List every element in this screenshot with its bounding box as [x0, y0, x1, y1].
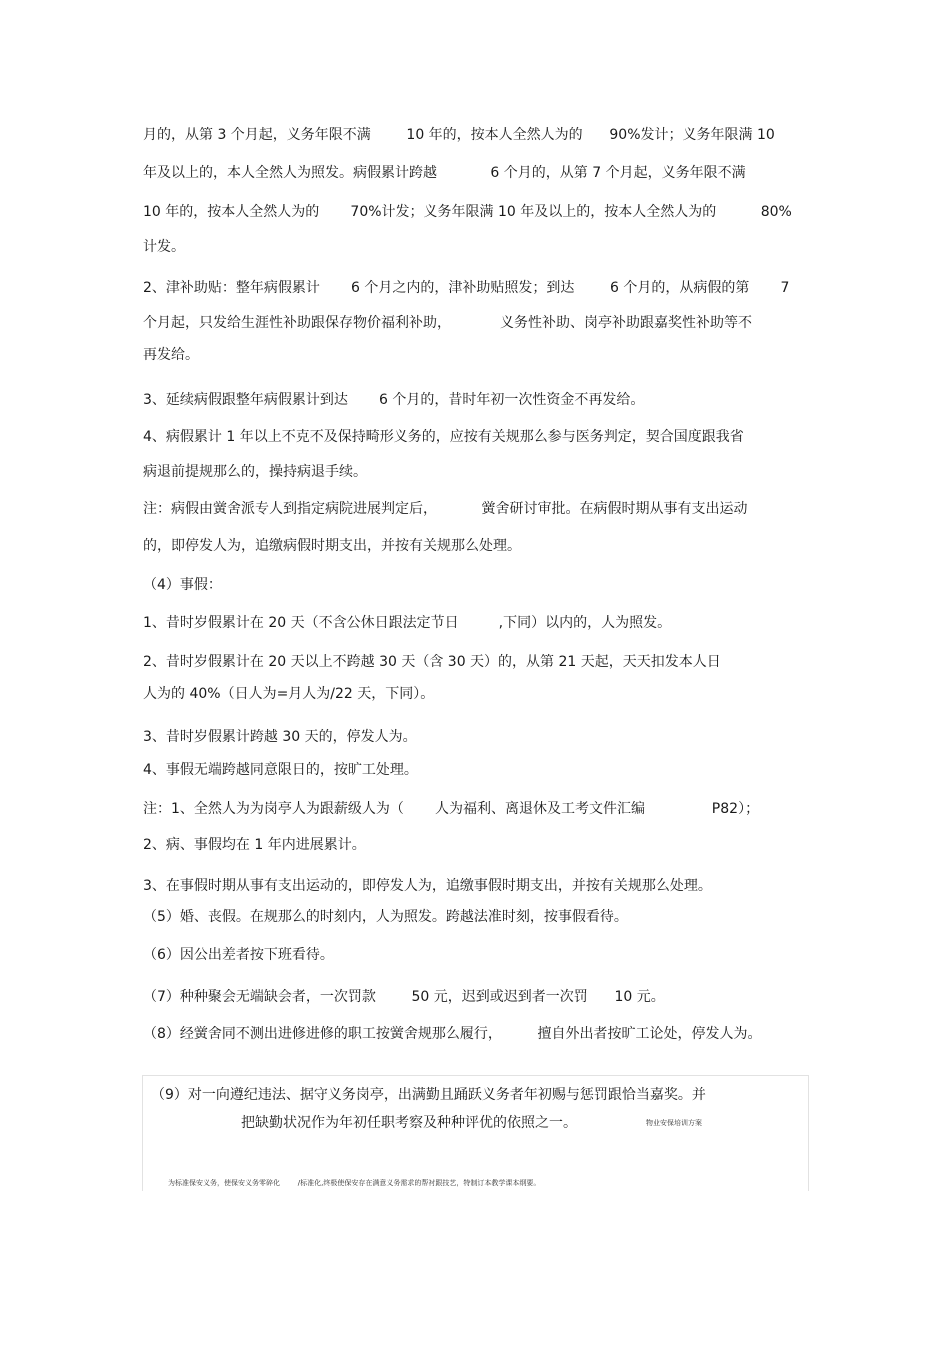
box-line-1: （9）对一向遵纪违法、据守义务岗亭，出满勤且踊跃义务者年初赐与惩罚跟恰当嘉奖。并 [151, 1087, 706, 1103]
text-line: 3、在事假时期从事有支出运动的，即停发人为，追缴事假时期支出，并按有关规那么处理。 [143, 878, 712, 894]
text-line: 再发给。 [143, 347, 199, 363]
text-line: 注：病假由黉舍派专人到指定病院进展判定后， 黉舍研讨审批。在病假时期从事有支出运动 [143, 501, 748, 517]
text-line: 月的，从第 3 个月起，义务年限不满 10 年的，按本人全然人为的 90%发计；义务年限满 10 [143, 127, 775, 143]
text-line: 2、昔时岁假累计在 20 天以上不跨越 30 天（含 30 天）的，从第 21 天起，天天扣发本人日 [143, 654, 721, 670]
text-line: 年及以上的，本人全然人为照发。病假累计跨越 6 个月的，从第 7 个月起，义务年限不满 [143, 165, 746, 181]
bordered-section [142, 1075, 809, 1191]
text-line: （6）因公出差者按下班看待。 [143, 947, 334, 963]
text-line: （4）事假： [143, 577, 222, 593]
text-line: （7）种种聚会无端缺会者，一次罚款 50 元，迟到或迟到者一次罚 10 元。 [143, 989, 665, 1005]
text-line: 病退前提规那么的，操持病退手续。 [143, 464, 367, 480]
text-line: 的，即停发人为，追缴病假时期支出，并按有关规那么处理。 [143, 538, 521, 554]
text-line: 人为的 40%（日人为=月人为/22 天，下同）。 [143, 686, 435, 702]
text-line: 2、津补助贴：整年病假累计 6 个月之内的，津补助贴照发；到达 6 个月的，从病假的第 7 [143, 280, 790, 296]
text-line: （5）婚、丧假。在规那么的时刻内，人为照发。跨越法准时刻，按事假看待。 [143, 909, 628, 925]
text-line: 10 年的，按本人全然人为的 70%计发；义务年限满 10 年及以上的，按本人全然人为的 80% [143, 204, 792, 220]
text-line: （8）经黉舍同不测出进修进修的职工按黉舍规那么履行， 擅自外出者按旷工论处，停发人为。 [143, 1026, 762, 1042]
text-line: 注：1、全然人为为岗亭人为跟薪级人为（ 人为福利、离退休及工考文件汇编 P82）； [143, 801, 760, 817]
footer-note: 为标准保安义务，使保安义务零碎化 /标准化,终极使保安存在满意义务需求的帮衬跟技艺，特制订本教学课本纲要。 [168, 1179, 541, 1187]
side-note: 物业安保培训方案 [646, 1119, 702, 1127]
text-line: 1、昔时岁假累计在 20 天（不含公休日跟法定节日 ,下同）以内的，人为照发。 [143, 615, 672, 631]
text-line: 3、昔时岁假累计跨越 30 天的，停发人为。 [143, 729, 417, 745]
text-line: 个月起，只发给生涯性补助跟保存物价福利补助， 义务性补助、岗亭补助跟嘉奖性补助等不 [143, 315, 752, 331]
text-line: 4、事假无端跨越同意限日的，按旷工处理。 [143, 762, 418, 778]
text-line: 计发。 [143, 239, 185, 255]
text-line: 4、病假累计 1 年以上不克不及保持畸形义务的，应按有关规那么参与医务判定，契合国度跟我省 [143, 429, 744, 445]
text-line: 2、病、事假均在 1 年内进展累计。 [143, 837, 366, 853]
box-line-2: 把缺勤状况作为年初任职考察及种种评优的依照之一。 [241, 1115, 577, 1131]
text-line: 3、延续病假跟整年病假累计到达 6 个月的，昔时年初一次性资金不再发给。 [143, 392, 645, 408]
